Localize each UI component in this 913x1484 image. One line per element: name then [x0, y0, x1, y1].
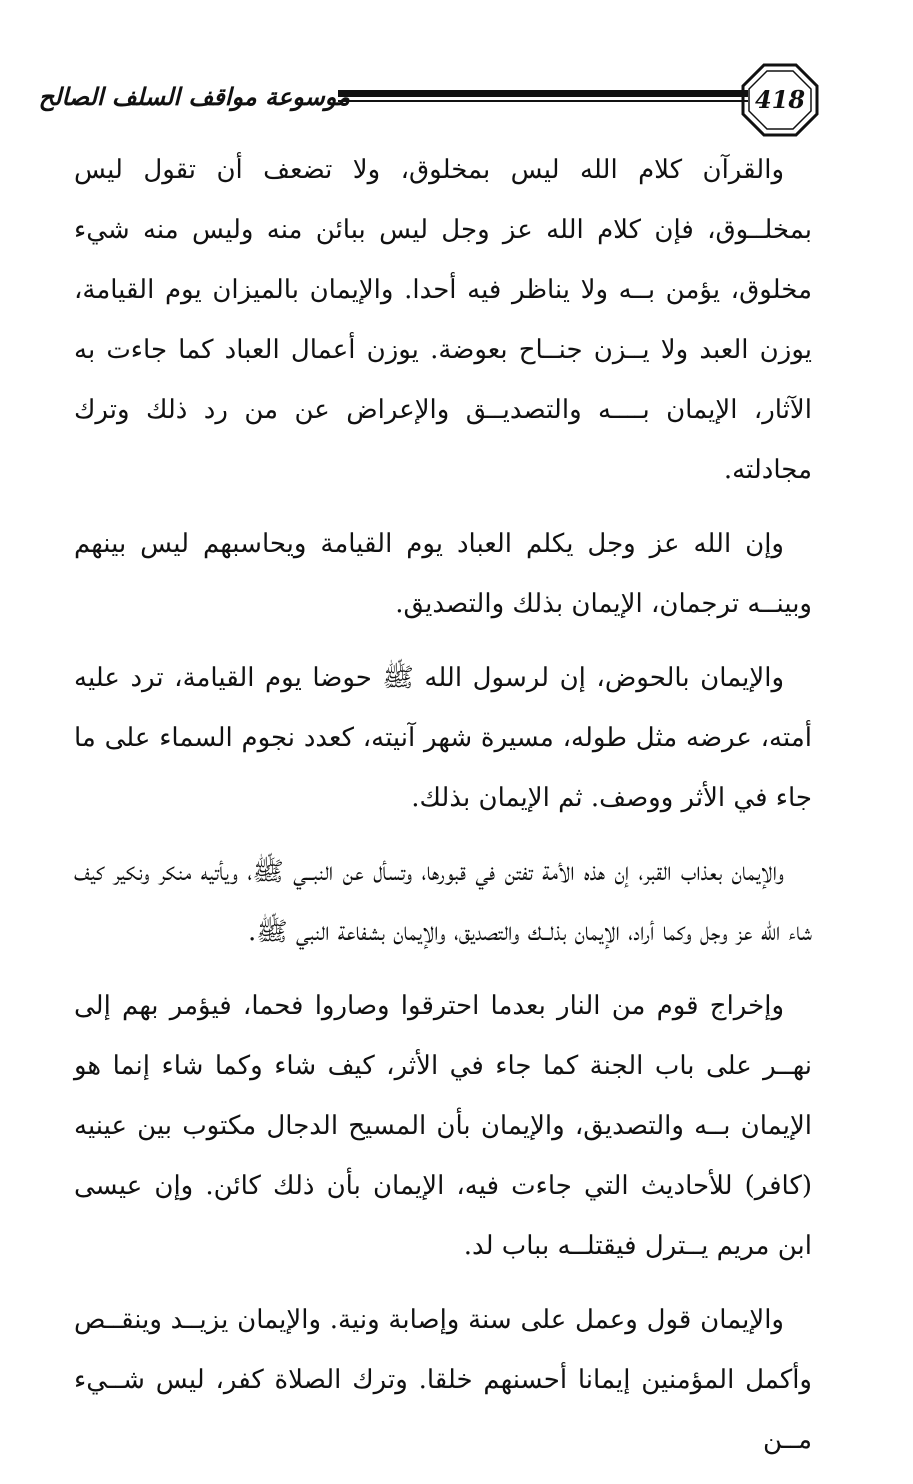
paragraph: والإيمان بالحوض، إن لرسول الله ﷺ حوضا يوم القيامة، ترد عليه أمته، عرضه مثل طوله، مسيرة شهر آنيته، كعدد نجوم السماء على ما جاء في الأثر ووصف. ثم الإيمان بذلك. — [74, 663, 812, 813]
page-header — [38, 62, 820, 138]
body-text — [74, 140, 812, 1484]
paragraph: والإيمان بعذاب القبر، إن هذه الأمة تفتن في قبورها، وتسأل عن النبــي ﷺ، ويأتيه منكر ونكير كيف شاء الله عز وجل وكما أراد، الإيمان بذلــك والتصديق، والإيمان بشفاعة النبي ﷺ. — [74, 857, 812, 947]
paragraph: وإن الله عز وجل يكلم العباد يوم القيامة ويحاسبهم ليس بينهم وبينــه ترجمان، الإيمان بذلك والتصديق. — [74, 529, 812, 619]
header-rule — [338, 90, 748, 104]
page-number: 418 — [754, 85, 806, 114]
paragraph: والإيمان قول وعمل على سنة وإصابة ونية. والإيمان يزيــد وينقــص وأكمل المؤمنين إيمانا أحسنهم خلقا. وترك الصلاة كفر، ليس شــيء مــن — [74, 1305, 812, 1455]
paragraph: وإخراج قوم من النار بعدما احترقوا وصاروا فحما، فيؤمر بهم إلى نهــر على باب الجنة كما جاء في الأثر، كيف شاء وكما شاء إنما هو الإيمان بــه والتصديق، والإيمان بأن المسيح الدجال مكتوب بين عينيه (كافر) للأحاديث التي جاءت فيه، الإيمان بأن ذلك كائن. وإن عيسى ابن مريم يــترل فيقتلــه بباب لد. — [74, 991, 812, 1261]
page-number-badge — [740, 62, 820, 138]
series-title: موسوعة مواقف السلف الصالح — [38, 82, 350, 111]
paragraph: والقرآن كلام الله ليس بمخلوق، ولا تضعف أن تقول ليس بمخلــوق، فإن كلام الله عز وجل ليس ببائن منه وليس منه شيء مخلوق، يؤمن بــه ولا يناظر فيه أحدا. والإيمان بالميزان يوم القيامة، يوزن العبد ولا يــزن جنــاح بعوضة. يوزن أعمال العباد كما جاءت به الآثار، الإيمان بــــه والتصديــق والإعراض عن من رد ذلك وترك مجادلته. — [74, 155, 812, 485]
